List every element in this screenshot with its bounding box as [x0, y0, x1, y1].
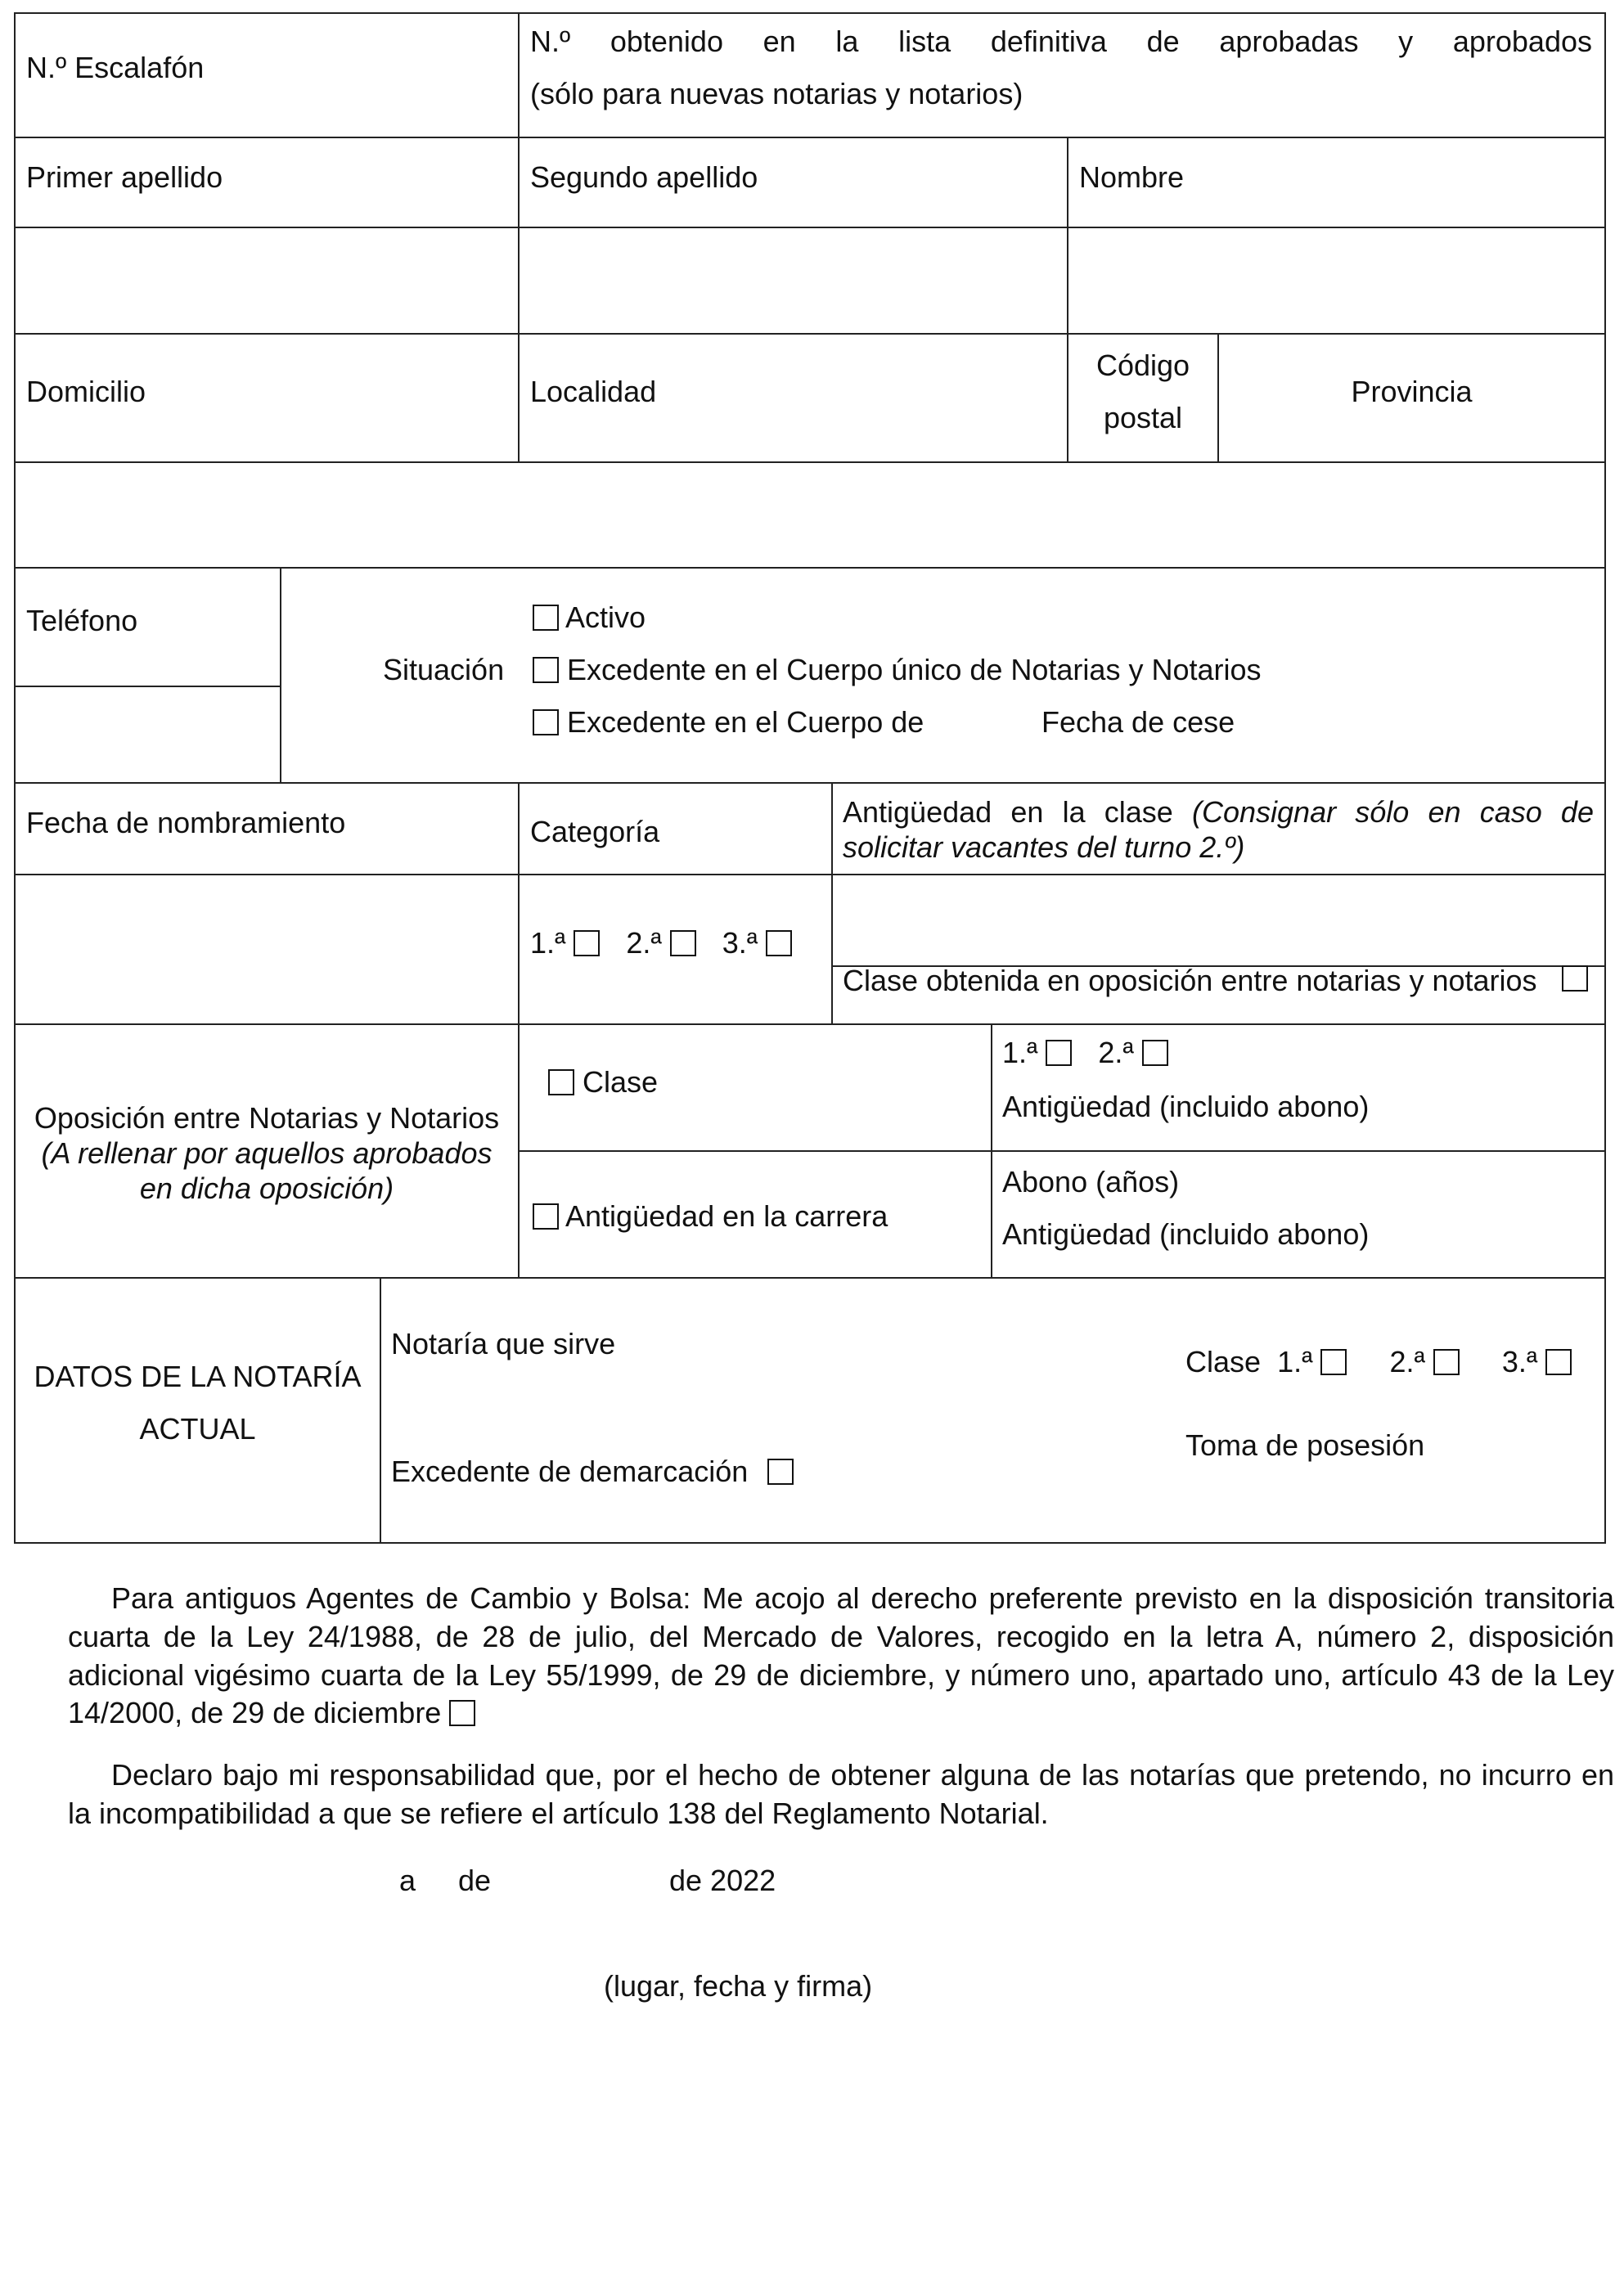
- notaria-actual-title-line1: DATOS DE LA NOTARÍA: [34, 1360, 362, 1393]
- categoria-2-checkbox[interactable]: [670, 930, 696, 956]
- antiguedad-clase-note-line1: (Consignar sólo en caso de: [1192, 795, 1594, 829]
- oposicion-clase-2-label: 2.ª: [1098, 1036, 1134, 1069]
- notaria-clase-options: [1185, 1343, 1572, 1380]
- codigo-postal-field[interactable]: [1068, 463, 1217, 567]
- notaria-clase-3-label: 3.ª: [1501, 1345, 1538, 1378]
- nombre-label: Nombre: [1079, 160, 1185, 194]
- categoria-3-checkbox[interactable]: [766, 930, 792, 956]
- domicilio-label: Domicilio: [26, 375, 146, 408]
- notaria-clase-label: Clase: [1185, 1345, 1262, 1378]
- fecha-cese-label: Fecha de cese: [1041, 705, 1235, 739]
- localidad-field[interactable]: [520, 463, 1067, 567]
- situacion-label: Situación: [383, 653, 505, 686]
- oposicion-title: Oposición entre Notarias y Notarios: [34, 1101, 500, 1135]
- excedente-unico-checkbox[interactable]: [533, 657, 559, 683]
- excedente-demarcacion-option[interactable]: [391, 1453, 794, 1490]
- agentes-paragraph-text: Para antiguos Agentes de Cambio y Bolsa: Me acojo al derecho preferente previsto en la disposición transitoria cuarta de la Ley 24/1988, de 28 de julio, del Mercado de Valores, recogido en la letra A, número 2, disposición adicional vigésimo cuarta de la Ley 55/1999, de 29 de diciembre, y número uno, apartado uno, artículo 43 de la Ley 14/2000, de 29 de diciembre: [68, 1581, 1614, 1730]
- notaria-clase-1-label: 1.ª: [1277, 1345, 1313, 1378]
- abono-label: Abono (años): [1002, 1165, 1180, 1198]
- clase-obtenida-label: Clase obtenida en oposición entre notarias y notarios: [843, 964, 1537, 997]
- excedente-cuerpo-checkbox[interactable]: [533, 709, 559, 735]
- antiguedad-clase-field[interactable]: [833, 875, 1604, 965]
- antiguedad-clase-note-line2: solicitar vacantes del turno 2.º): [843, 830, 1245, 864]
- telefono-label: Teléfono: [26, 604, 138, 637]
- primer-apellido-label: Primer apellido: [26, 160, 223, 194]
- agentes-checkbox[interactable]: [449, 1700, 475, 1726]
- excedente-unico-label: Excedente en el Cuerpo único de Notarias y Notarios: [567, 653, 1262, 686]
- antiguedad-clase-line1: [843, 794, 1594, 830]
- oposicion-clase-options: [1002, 1034, 1168, 1071]
- escalafon-label: N.º Escalafón: [26, 51, 205, 84]
- situacion-option-excedente-cuerpo[interactable]: [533, 704, 924, 740]
- oposicion-clase-label: Clase: [583, 1065, 659, 1099]
- activo-checkbox[interactable]: [533, 605, 559, 631]
- oposicion-note-line1: (A rellenar por aquellos aprobados: [41, 1136, 493, 1170]
- categoria-1-checkbox[interactable]: [574, 930, 600, 956]
- numero-obtenido-label-line2: (sólo para nuevas notarias y notarios): [530, 77, 1023, 110]
- signature-a: a: [399, 1864, 416, 1897]
- antiguedad-carrera-checkbox[interactable]: [533, 1203, 559, 1230]
- oposicion-clase-checkbox[interactable]: [548, 1069, 574, 1095]
- notaria-clase-3-checkbox[interactable]: [1545, 1349, 1572, 1375]
- oposicion-clase-1-label: 1.ª: [1002, 1036, 1038, 1069]
- notaria-clase-1-checkbox[interactable]: [1320, 1349, 1347, 1375]
- codigo-postal-label-line1: Código: [1095, 349, 1190, 382]
- agentes-paragraph: [68, 1580, 1614, 1733]
- provincia-label: Provincia: [1351, 375, 1473, 408]
- signature-lugar-label: (lugar, fecha y firma): [604, 1969, 873, 2003]
- nombre-field[interactable]: [1068, 228, 1604, 333]
- numero-obtenido-label-line1: N.º obtenido en la lista definitiva de aprobadas y aprobados: [530, 25, 1592, 58]
- categoria-2-label: 2.ª: [626, 926, 662, 960]
- notaria-clase-2-label: 2.ª: [1389, 1345, 1425, 1378]
- toma-posesion-label: Toma de posesión: [1185, 1428, 1425, 1462]
- excedente-cuerpo-label: Excedente en el Cuerpo de: [567, 705, 924, 739]
- oposicion-clase-2-checkbox[interactable]: [1142, 1040, 1168, 1066]
- codigo-postal-label-line2: postal: [1103, 401, 1183, 434]
- signature-de-year: de 2022: [669, 1864, 776, 1897]
- localidad-label: Localidad: [530, 375, 657, 408]
- excedente-demarcacion-label: Excedente de demarcación: [391, 1455, 749, 1488]
- fecha-nombramiento-label: Fecha de nombramiento: [26, 806, 346, 839]
- excedente-demarcacion-checkbox[interactable]: [767, 1459, 794, 1485]
- categoria-options: [530, 924, 792, 961]
- segundo-apellido-label: Segundo apellido: [530, 160, 758, 194]
- antiguedad-incluido-abono-label: Antigüedad (incluido abono): [1002, 1090, 1370, 1123]
- notaria-sirve-label: Notaría que sirve: [391, 1327, 616, 1360]
- provincia-field[interactable]: [1219, 463, 1604, 567]
- antiguedad-carrera-option[interactable]: [533, 1198, 888, 1234]
- antiguedad-carrera-label: Antigüedad en la carrera: [565, 1199, 888, 1233]
- oposicion-clase-option[interactable]: [548, 1064, 658, 1100]
- antiguedad-clase-label: Antigüedad en la clase: [843, 795, 1173, 829]
- segundo-apellido-field[interactable]: [520, 228, 1067, 333]
- categoria-3-label: 3.ª: [722, 926, 758, 960]
- telefono-field[interactable]: [16, 687, 280, 782]
- activo-label: Activo: [565, 600, 646, 634]
- oposicion-clase-1-checkbox[interactable]: [1046, 1040, 1072, 1066]
- categoria-label: Categoría: [530, 815, 660, 848]
- signature-de: de: [458, 1864, 492, 1897]
- notaria-actual-title-line2: ACTUAL: [139, 1412, 256, 1446]
- clase-obtenida-checkbox[interactable]: [1562, 965, 1588, 992]
- categoria-1-label: 1.ª: [530, 926, 566, 960]
- antiguedad-incluido-abono-label-2: Antigüedad (incluido abono): [1002, 1217, 1370, 1251]
- declaro-paragraph: Declaro bajo mi responsabilidad que, por el hecho de obtener alguna de las notarías que pretendo, no incurro en la incompatibilidad a que se refiere el artículo 138 del Reglamento Notarial.: [68, 1758, 1614, 1830]
- primer-apellido-field[interactable]: [16, 228, 518, 333]
- notaria-clase-2-checkbox[interactable]: [1433, 1349, 1460, 1375]
- domicilio-field[interactable]: [16, 463, 518, 567]
- situacion-option-activo[interactable]: [533, 599, 646, 636]
- fecha-nombramiento-field[interactable]: [16, 875, 518, 1023]
- situacion-option-excedente-unico[interactable]: [533, 651, 1262, 688]
- oposicion-note-line2: en dicha oposición): [139, 1171, 394, 1205]
